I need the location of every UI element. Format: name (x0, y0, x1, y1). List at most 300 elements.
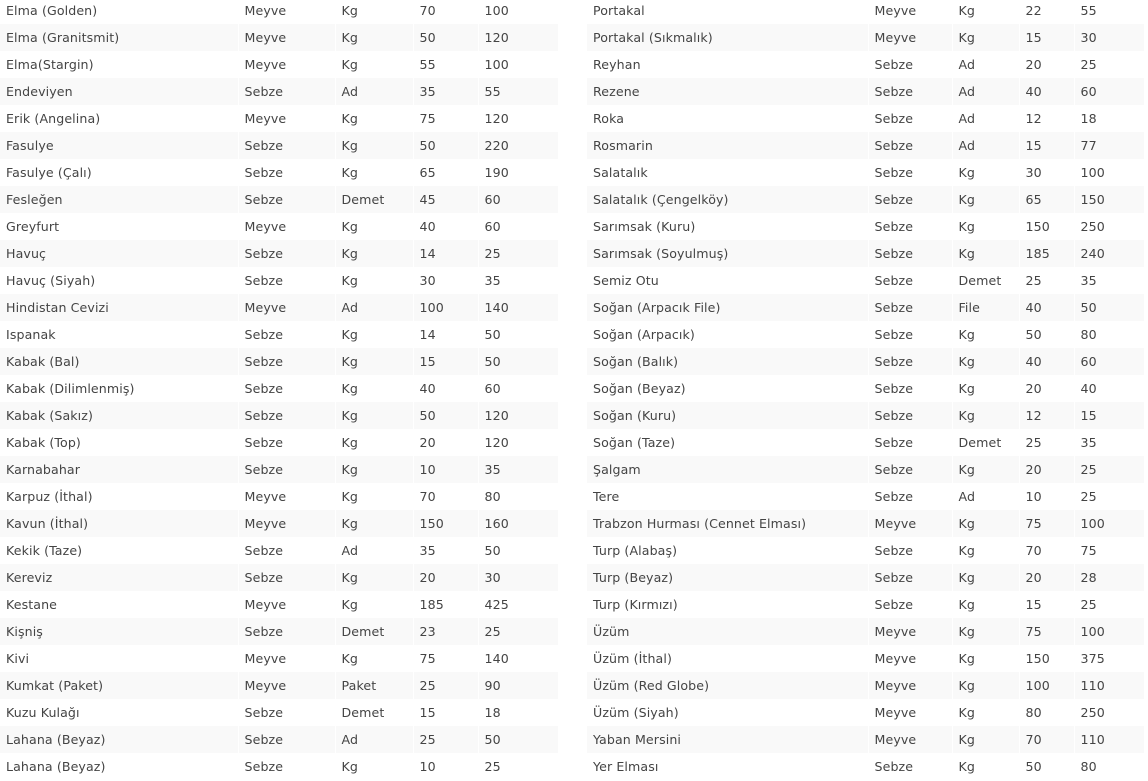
max-price-cell: 110 (1074, 726, 1144, 753)
min-price-cell: 70 (413, 0, 478, 24)
max-price-cell: 140 (478, 645, 558, 672)
product-name-cell: Karpuz (İthal) (0, 483, 238, 510)
unit-cell: Kg (335, 753, 413, 780)
max-price-cell: 35 (1074, 267, 1144, 294)
min-price-cell: 185 (413, 591, 478, 618)
unit-cell: Ad (335, 537, 413, 564)
product-name-cell: Erik (Angelina) (0, 105, 238, 132)
max-price-cell: 60 (1074, 348, 1144, 375)
table-row (587, 51, 1144, 78)
category-cell: Meyve (868, 672, 952, 699)
category-cell: Sebze (238, 456, 335, 483)
min-price-cell: 35 (413, 78, 478, 105)
product-name-cell: Semiz Otu (587, 267, 868, 294)
max-price-cell: 25 (478, 240, 558, 267)
max-price-cell: 15 (1074, 402, 1144, 429)
max-price-cell: 110 (1074, 672, 1144, 699)
product-name-cell: Sarımsak (Soyulmuş) (587, 240, 868, 267)
max-price-cell: 90 (478, 672, 558, 699)
category-cell: Sebze (238, 564, 335, 591)
max-price-cell: 120 (478, 105, 558, 132)
category-cell: Sebze (868, 105, 952, 132)
max-price-cell: 25 (1074, 51, 1144, 78)
table-row (0, 753, 558, 780)
product-name-cell: Fasulye (Çalı) (0, 159, 238, 186)
table-row (0, 591, 558, 618)
category-cell: Sebze (238, 240, 335, 267)
table-row (587, 0, 1144, 24)
unit-cell: Demet (952, 267, 1019, 294)
category-cell: Sebze (868, 456, 952, 483)
table-row (587, 645, 1144, 672)
product-name-cell: Şalgam (587, 456, 868, 483)
table-row (0, 78, 558, 105)
min-price-cell: 75 (1019, 618, 1074, 645)
max-price-cell: 80 (478, 483, 558, 510)
unit-cell: Ad (952, 78, 1019, 105)
table-row (0, 672, 558, 699)
max-price-cell: 50 (478, 321, 558, 348)
min-price-cell: 150 (1019, 645, 1074, 672)
max-price-cell: 25 (478, 753, 558, 780)
table-row (587, 429, 1144, 456)
table-row (587, 618, 1144, 645)
min-price-cell: 15 (413, 348, 478, 375)
max-price-cell: 100 (478, 0, 558, 24)
product-name-cell: Portakal (Sıkmalık) (587, 24, 868, 51)
product-name-cell: Turp (Beyaz) (587, 564, 868, 591)
table-row (587, 24, 1144, 51)
unit-cell: Kg (335, 267, 413, 294)
product-name-cell: Kuzu Kulağı (0, 699, 238, 726)
unit-cell: Kg (952, 726, 1019, 753)
unit-cell: Ad (952, 132, 1019, 159)
product-name-cell: Kumkat (Paket) (0, 672, 238, 699)
min-price-cell: 20 (1019, 456, 1074, 483)
category-cell: Meyve (868, 510, 952, 537)
table-row (0, 348, 558, 375)
product-name-cell: Hindistan Cevizi (0, 294, 238, 321)
max-price-cell: 100 (1074, 159, 1144, 186)
table-row (587, 105, 1144, 132)
unit-cell: Kg (335, 321, 413, 348)
table-row (0, 186, 558, 213)
category-cell: Meyve (238, 483, 335, 510)
product-name-cell: Salatalık (Çengelköy) (587, 186, 868, 213)
min-price-cell: 20 (413, 564, 478, 591)
max-price-cell: 50 (478, 537, 558, 564)
product-name-cell: Fesleğen (0, 186, 238, 213)
category-cell: Sebze (238, 429, 335, 456)
product-name-cell: Havuç (0, 240, 238, 267)
max-price-cell: 35 (478, 456, 558, 483)
max-price-cell: 190 (478, 159, 558, 186)
max-price-cell: 50 (478, 348, 558, 375)
min-price-cell: 12 (1019, 402, 1074, 429)
min-price-cell: 55 (413, 51, 478, 78)
max-price-cell: 30 (478, 564, 558, 591)
category-cell: Meyve (238, 510, 335, 537)
min-price-cell: 75 (413, 645, 478, 672)
table-row (0, 483, 558, 510)
min-price-cell: 15 (1019, 24, 1074, 51)
table-row (587, 726, 1144, 753)
min-price-cell: 20 (1019, 564, 1074, 591)
category-cell: Sebze (868, 267, 952, 294)
unit-cell: Kg (952, 348, 1019, 375)
table-row (0, 294, 558, 321)
unit-cell: Demet (952, 429, 1019, 456)
min-price-cell: 40 (1019, 294, 1074, 321)
table-row (587, 564, 1144, 591)
table-row (587, 510, 1144, 537)
product-name-cell: Salatalık (587, 159, 868, 186)
product-name-cell: Kabak (Bal) (0, 348, 238, 375)
min-price-cell: 30 (1019, 159, 1074, 186)
category-cell: Sebze (868, 51, 952, 78)
product-name-cell: Fasulye (0, 132, 238, 159)
category-cell: Sebze (868, 537, 952, 564)
table-row (0, 24, 558, 51)
unit-cell: Kg (335, 429, 413, 456)
product-name-cell: Ispanak (0, 321, 238, 348)
category-cell: Sebze (868, 321, 952, 348)
price-table-left (0, 0, 559, 780)
table-row (0, 132, 558, 159)
unit-cell: Kg (952, 699, 1019, 726)
min-price-cell: 50 (413, 24, 478, 51)
min-price-cell: 185 (1019, 240, 1074, 267)
table-row (587, 537, 1144, 564)
max-price-cell: 55 (478, 78, 558, 105)
category-cell: Sebze (868, 753, 952, 780)
unit-cell: Kg (952, 186, 1019, 213)
category-cell: Sebze (868, 294, 952, 321)
unit-cell: Kg (335, 105, 413, 132)
max-price-cell: 28 (1074, 564, 1144, 591)
category-cell: Meyve (238, 294, 335, 321)
unit-cell: Kg (335, 456, 413, 483)
min-price-cell: 70 (1019, 726, 1074, 753)
max-price-cell: 50 (1074, 294, 1144, 321)
table-row (0, 564, 558, 591)
product-name-cell: Endeviyen (0, 78, 238, 105)
category-cell: Sebze (238, 402, 335, 429)
product-name-cell: Portakal (587, 0, 868, 24)
category-cell: Sebze (868, 240, 952, 267)
category-cell: Sebze (238, 321, 335, 348)
table-row (587, 294, 1144, 321)
table-row (0, 321, 558, 348)
product-name-cell: Kabak (Dilimlenmiş) (0, 375, 238, 402)
max-price-cell: 60 (478, 375, 558, 402)
unit-cell: Kg (952, 753, 1019, 780)
table-row (587, 672, 1144, 699)
table-row (587, 591, 1144, 618)
table-row (0, 0, 558, 24)
unit-cell: Kg (335, 213, 413, 240)
max-price-cell: 250 (1074, 699, 1144, 726)
min-price-cell: 20 (1019, 51, 1074, 78)
category-cell: Sebze (868, 159, 952, 186)
category-cell: Sebze (238, 375, 335, 402)
unit-cell: Demet (335, 699, 413, 726)
max-price-cell: 100 (1074, 618, 1144, 645)
category-cell: Sebze (868, 591, 952, 618)
unit-cell: Kg (952, 672, 1019, 699)
product-name-cell: Turp (Kırmızı) (587, 591, 868, 618)
category-cell: Meyve (238, 0, 335, 24)
min-price-cell: 25 (413, 672, 478, 699)
min-price-cell: 50 (413, 402, 478, 429)
max-price-cell: 75 (1074, 537, 1144, 564)
table-row (0, 726, 558, 753)
category-cell: Sebze (238, 348, 335, 375)
unit-cell: Ad (335, 726, 413, 753)
category-cell: Sebze (868, 186, 952, 213)
unit-cell: Ad (952, 105, 1019, 132)
max-price-cell: 100 (1074, 510, 1144, 537)
product-name-cell: Rezene (587, 78, 868, 105)
category-cell: Sebze (868, 132, 952, 159)
max-price-cell: 120 (478, 402, 558, 429)
min-price-cell: 35 (413, 537, 478, 564)
table-row (0, 51, 558, 78)
product-name-cell: Kişniş (0, 618, 238, 645)
product-name-cell: Lahana (Beyaz) (0, 753, 238, 780)
category-cell: Meyve (238, 213, 335, 240)
max-price-cell: 60 (1074, 78, 1144, 105)
unit-cell: Kg (335, 483, 413, 510)
table-row (587, 213, 1144, 240)
min-price-cell: 40 (413, 213, 478, 240)
min-price-cell: 50 (1019, 753, 1074, 780)
min-price-cell: 10 (413, 753, 478, 780)
table-row (0, 537, 558, 564)
product-name-cell: Kivi (0, 645, 238, 672)
table-row (587, 483, 1144, 510)
product-name-cell: Soğan (Taze) (587, 429, 868, 456)
product-name-cell: Kekik (Taze) (0, 537, 238, 564)
product-name-cell: Kereviz (0, 564, 238, 591)
min-price-cell: 22 (1019, 0, 1074, 24)
product-name-cell: Reyhan (587, 51, 868, 78)
unit-cell: Kg (335, 645, 413, 672)
max-price-cell: 140 (478, 294, 558, 321)
price-table-right-body (587, 0, 1144, 780)
product-name-cell: Greyfurt (0, 213, 238, 240)
min-price-cell: 65 (413, 159, 478, 186)
max-price-cell: 18 (478, 699, 558, 726)
min-price-cell: 75 (1019, 510, 1074, 537)
unit-cell: Kg (335, 0, 413, 24)
unit-cell: Kg (952, 537, 1019, 564)
table-row (587, 267, 1144, 294)
min-price-cell: 23 (413, 618, 478, 645)
max-price-cell: 60 (478, 186, 558, 213)
table-row (587, 132, 1144, 159)
min-price-cell: 12 (1019, 105, 1074, 132)
min-price-cell: 25 (1019, 429, 1074, 456)
price-table-right (587, 0, 1145, 780)
min-price-cell: 40 (1019, 78, 1074, 105)
table-row (0, 267, 558, 294)
unit-cell: Kg (335, 51, 413, 78)
min-price-cell: 40 (1019, 348, 1074, 375)
product-name-cell: Lahana (Beyaz) (0, 726, 238, 753)
min-price-cell: 40 (413, 375, 478, 402)
product-name-cell: Rosmarin (587, 132, 868, 159)
unit-cell: Kg (335, 132, 413, 159)
category-cell: Sebze (868, 402, 952, 429)
product-name-cell: Karnabahar (0, 456, 238, 483)
product-name-cell: Soğan (Beyaz) (587, 375, 868, 402)
unit-cell: Ad (335, 294, 413, 321)
unit-cell: Kg (952, 159, 1019, 186)
table-row (0, 105, 558, 132)
category-cell: Meyve (238, 645, 335, 672)
category-cell: Sebze (868, 429, 952, 456)
min-price-cell: 100 (413, 294, 478, 321)
max-price-cell: 25 (1074, 456, 1144, 483)
max-price-cell: 18 (1074, 105, 1144, 132)
table-row (587, 699, 1144, 726)
table-row (587, 753, 1144, 780)
unit-cell: Kg (335, 348, 413, 375)
unit-cell: Kg (952, 618, 1019, 645)
unit-cell: Kg (952, 24, 1019, 51)
max-price-cell: 425 (478, 591, 558, 618)
product-name-cell: Yaban Mersini (587, 726, 868, 753)
category-cell: Sebze (238, 699, 335, 726)
min-price-cell: 150 (413, 510, 478, 537)
min-price-cell: 20 (413, 429, 478, 456)
min-price-cell: 70 (413, 483, 478, 510)
product-name-cell: Elma (Granitsmit) (0, 24, 238, 51)
max-price-cell: 25 (1074, 591, 1144, 618)
max-price-cell: 150 (1074, 186, 1144, 213)
category-cell: Meyve (238, 24, 335, 51)
category-cell: Meyve (238, 105, 335, 132)
unit-cell: Kg (952, 456, 1019, 483)
category-cell: Meyve (868, 726, 952, 753)
max-price-cell: 80 (1074, 321, 1144, 348)
category-cell: Sebze (868, 375, 952, 402)
product-name-cell: Roka (587, 105, 868, 132)
min-price-cell: 100 (1019, 672, 1074, 699)
category-cell: Meyve (868, 24, 952, 51)
max-price-cell: 120 (478, 24, 558, 51)
product-name-cell: Sarımsak (Kuru) (587, 213, 868, 240)
table-row (587, 375, 1144, 402)
table-row (587, 348, 1144, 375)
table-row (587, 240, 1144, 267)
category-cell: Sebze (238, 132, 335, 159)
product-name-cell: Tere (587, 483, 868, 510)
max-price-cell: 60 (478, 213, 558, 240)
min-price-cell: 50 (1019, 321, 1074, 348)
max-price-cell: 375 (1074, 645, 1144, 672)
price-table-left-body (0, 0, 558, 780)
min-price-cell: 30 (413, 267, 478, 294)
unit-cell: Kg (952, 564, 1019, 591)
category-cell: Sebze (868, 564, 952, 591)
table-row (0, 645, 558, 672)
category-cell: Meyve (238, 591, 335, 618)
max-price-cell: 120 (478, 429, 558, 456)
max-price-cell: 160 (478, 510, 558, 537)
unit-cell: Ad (952, 483, 1019, 510)
product-name-cell: Soğan (Arpacık File) (587, 294, 868, 321)
max-price-cell: 77 (1074, 132, 1144, 159)
product-name-cell: Kestane (0, 591, 238, 618)
min-price-cell: 80 (1019, 699, 1074, 726)
max-price-cell: 35 (478, 267, 558, 294)
unit-cell: Kg (952, 510, 1019, 537)
category-cell: Sebze (868, 213, 952, 240)
category-cell: Sebze (238, 753, 335, 780)
unit-cell: Demet (335, 186, 413, 213)
max-price-cell: 30 (1074, 24, 1144, 51)
max-price-cell: 50 (478, 726, 558, 753)
min-price-cell: 10 (1019, 483, 1074, 510)
category-cell: Sebze (868, 483, 952, 510)
table-row (587, 186, 1144, 213)
min-price-cell: 10 (413, 456, 478, 483)
min-price-cell: 50 (413, 132, 478, 159)
table-row (0, 159, 558, 186)
min-price-cell: 75 (413, 105, 478, 132)
category-cell: Sebze (868, 78, 952, 105)
table-row (587, 402, 1144, 429)
min-price-cell: 20 (1019, 375, 1074, 402)
category-cell: Sebze (238, 267, 335, 294)
max-price-cell: 25 (1074, 483, 1144, 510)
unit-cell: Kg (952, 375, 1019, 402)
table-row (587, 456, 1144, 483)
category-cell: Sebze (238, 726, 335, 753)
table-row (0, 375, 558, 402)
unit-cell: Kg (952, 402, 1019, 429)
min-price-cell: 25 (1019, 267, 1074, 294)
table-row (0, 402, 558, 429)
unit-cell: Ad (335, 78, 413, 105)
unit-cell: Kg (952, 591, 1019, 618)
product-name-cell: Üzüm (Siyah) (587, 699, 868, 726)
unit-cell: Kg (335, 402, 413, 429)
product-name-cell: Üzüm (Red Globe) (587, 672, 868, 699)
min-price-cell: 15 (1019, 132, 1074, 159)
unit-cell: Demet (335, 618, 413, 645)
min-price-cell: 65 (1019, 186, 1074, 213)
min-price-cell: 45 (413, 186, 478, 213)
table-row (0, 429, 558, 456)
unit-cell: Ad (952, 51, 1019, 78)
category-cell: Sebze (238, 159, 335, 186)
min-price-cell: 15 (1019, 591, 1074, 618)
unit-cell: File (952, 294, 1019, 321)
table-row (0, 456, 558, 483)
product-name-cell: Elma(Stargin) (0, 51, 238, 78)
max-price-cell: 55 (1074, 0, 1144, 24)
unit-cell: Kg (335, 24, 413, 51)
table-row (0, 618, 558, 645)
max-price-cell: 100 (478, 51, 558, 78)
min-price-cell: 70 (1019, 537, 1074, 564)
category-cell: Sebze (238, 186, 335, 213)
table-row (587, 159, 1144, 186)
product-name-cell: Trabzon Hurması (Cennet Elması) (587, 510, 868, 537)
